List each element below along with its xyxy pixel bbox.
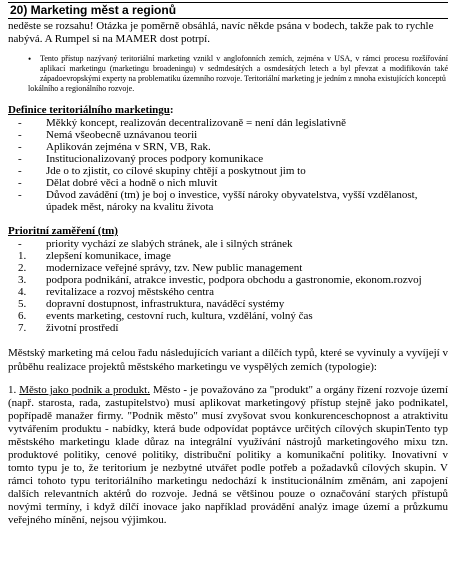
type-one-number: 1. (8, 384, 17, 396)
type-one-title: Město jako podnik a produkt. (19, 384, 150, 396)
list-item: 1. zlepšení komunikace, image (18, 250, 171, 262)
definice-section (8, 104, 448, 213)
typology-paragraph: Městský marketing má celou řadu následujících variant a dílčích typů, které se vyvinuly a vyvíjejí v průběhu realizace projektů městského marketingu ve vyspělých zemích (typologie): (8, 347, 448, 373)
priority-list (8, 238, 448, 334)
priority-heading: Prioritní zaměření (tm) (8, 225, 118, 237)
list-item: 3. podpora podnikání, atrakce investic, podpora obchodu a gastronomie, ekonom.rozvoj (18, 274, 422, 286)
list-item: - Důvod zavádění (tm) je boj o investice, vyšší nároky obyvatelstva, vyšší vzdělanost, úpadek měst, nároky na kvalitu života (18, 189, 418, 213)
definice-heading: Definice teritoriálního marketingu: (8, 104, 174, 116)
title-bar (8, 2, 448, 19)
bullet-block (28, 54, 448, 94)
list-item: 5. dopravní dostupnost, infrastruktura, naváděcí systémy (18, 298, 285, 310)
list-item: - Měkký koncept, realizován decentralizovaně = není dán legislativně (18, 117, 347, 129)
list-item: 7. životní prostředí (18, 322, 119, 334)
list-item: - Institucionalizovaný proces podpory komunikace (18, 153, 264, 165)
list-item: 2. modernizace veřejné správy, tzv. New public management (18, 262, 303, 274)
list-item: - Nemá všeobecně uznávanou teorii (18, 129, 198, 141)
priority-section (8, 225, 448, 334)
bullet-tail: lokálního a regionálního rozvoje. (28, 84, 135, 93)
list-item: 4. revitalizace a rozvoj městského centra (18, 286, 214, 298)
intro-text: neděste se rozsahu! Otázka je poměrně obsáhlá, navíc někde psána v bodech, takže pak to rychle nabývá. A Rumpel si na MAMER dost potrpí. (8, 20, 434, 45)
list-item: - Aplikován zejména v SRN, VB, Rak. (18, 141, 211, 153)
list-item: - Dělat dobré věci a hodně o nich mluvit (18, 177, 218, 189)
bullet-dot-icon: • (28, 54, 32, 64)
list-item: 6. events marketing, cestovní ruch, kultura, vzdělání, volný čas (18, 310, 313, 322)
list-item: - priority vychází ze slabých stránek, ale i silných stránek (18, 238, 293, 250)
definice-list (8, 117, 448, 213)
page-title: 20) Marketing měst a regionů (10, 3, 177, 17)
type-one-paragraph (8, 384, 448, 527)
type-one-text: Město - je považováno za "produkt" a orgány řízení rozvoje území (např. starosta, rada, zastupitelstvo) musí aplikovat marketingový přístup stejně jako podnikatel, popřípadě manažer firmy. "Podnik město" musí zvyšovat svou konkurenceschopnost a atraktivitu vytvářením produktu - nabídky, která bude odpovídat poptávce určitých cílových skupinTento typ městského marketingu klade důraz na integrální využívání nástrojů marketingového mixu tzn. produktové politiky, cenové politiky, distribuční politiky a komunikační politiky. Inovativní v tomto typu je to, že teritorium je nezbytné utvářet podle potřeb a požadavků cílových skupin. V rámci tohoto typu teritoriálního marketingu nedochází k institucionálním změnám, ani zapojení dalších relevantních aktérů do rozvoje. Jedná se většinou pouze o označování starých přístupů novými termíny, i když dílčí inovace jako například provádění analýz image území a průzkumu veřejného mínění, nejsou výjimkou. (8, 384, 448, 526)
list-item: - Jde o to zjistit, co cílové skupiny chtějí a poskytnout jim to (18, 165, 306, 177)
bullet-text: Tento přístup nazývaný teritoriální marketing vznikl v anglofonních zemích, zejména v USA, v rámci procesu rozšiřování aplikací marketingu (marketingu broadeningu) v sedmdesátých a osmdesátých letech a byl převzat a modifikován také západoevropskými experty na problematiku územního rozvoje. Teritoriální marketing je jedním z mnoha existujících konceptů (40, 54, 448, 83)
